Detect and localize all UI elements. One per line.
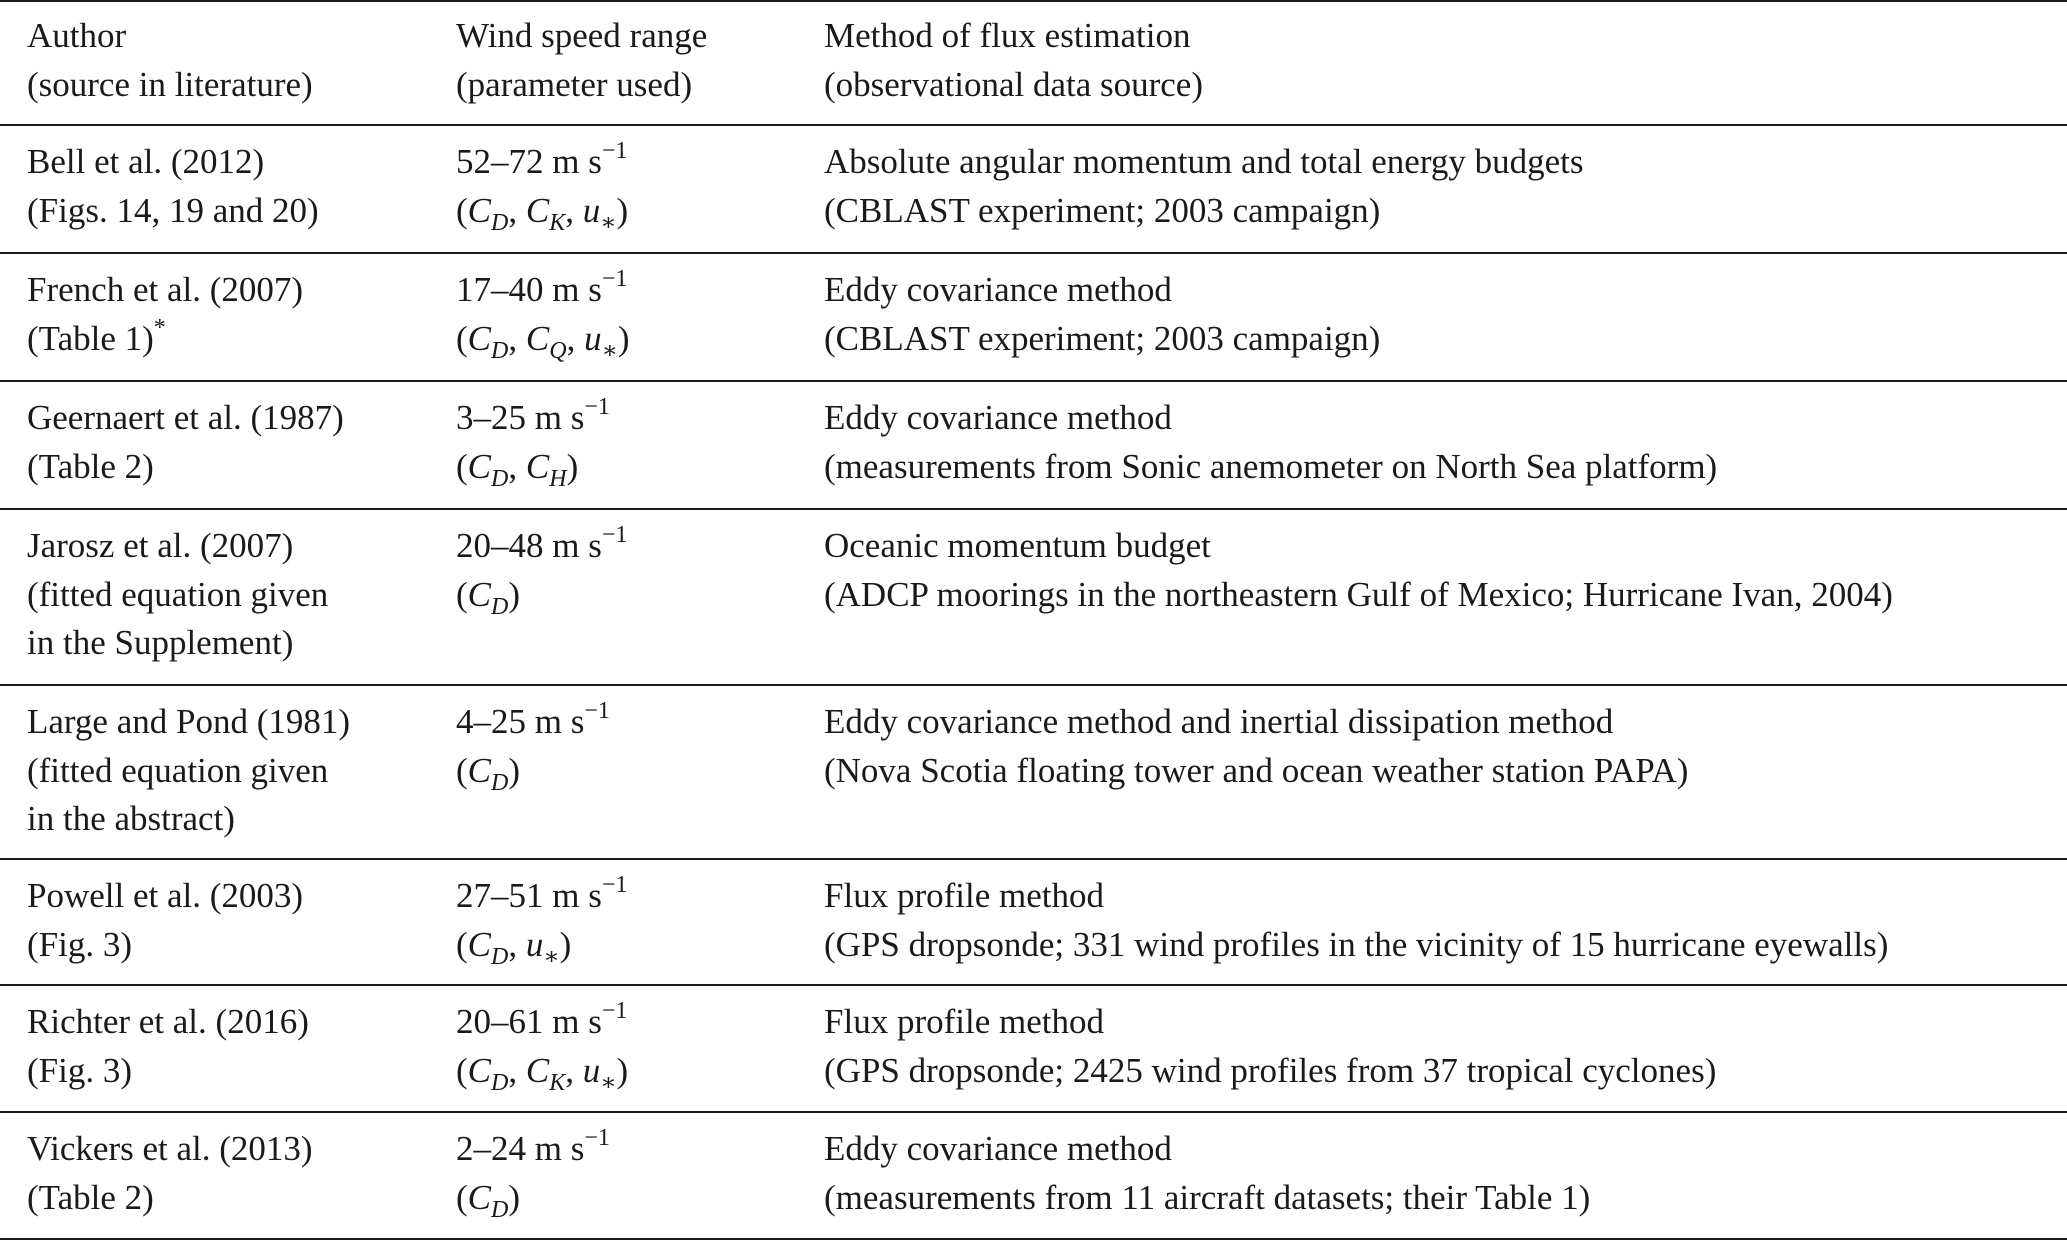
method-line: (GPS dropsonde; 2425 wind profiles from 37 tropical cyclones): [824, 1050, 1717, 1090]
header-author: Author (source in literature): [27, 16, 313, 104]
wind-cell: [456, 522, 627, 619]
author-cell: [27, 698, 350, 844]
wind-range: [456, 872, 627, 921]
row-divider: [0, 252, 2067, 254]
unit-exponent: −1: [601, 522, 628, 548]
method-line: Eddy covariance method: [824, 1129, 1172, 1168]
wind-range-text: 52–72 m s: [456, 142, 602, 181]
wind-range-text: 20–48 m s: [456, 526, 602, 565]
author-line: Richter et al. (2016): [27, 1002, 309, 1041]
parameter-symbol: u: [582, 1050, 601, 1090]
author-cell: [27, 266, 303, 363]
author-line: Powell et al. (2003): [27, 876, 304, 915]
parameter-symbol: C: [467, 750, 492, 790]
parameters: ($C_D$, $C_H$): [456, 446, 579, 492]
unit-exponent: −1: [584, 394, 610, 420]
header-method: Method of flux estimation (observational data source): [824, 16, 1204, 104]
header-rule: [0, 124, 2067, 126]
method-cell: [824, 522, 1893, 619]
parameters: $(C_D)$: [456, 750, 521, 796]
parameter-subscript: ∗: [600, 1069, 617, 1096]
method-line: Eddy covariance method: [824, 398, 1172, 437]
method-line: (ADCP moorings in the northeastern Gulf of Mexico; Hurricane Ivan, 2004): [824, 574, 1893, 614]
method-line: (GPS dropsonde; 331 wind profiles in the vicinity of 15 hurricane eyewalls): [824, 924, 1889, 964]
row-divider: [0, 684, 2067, 686]
parameter-symbol: C: [467, 446, 492, 486]
parameter-symbol: C: [525, 190, 550, 230]
parameters: ($C_D$, $u_∗$): [456, 924, 572, 970]
wind-cell: [456, 266, 630, 363]
row-divider: [0, 858, 2067, 860]
parameter-subscript: D: [491, 1069, 509, 1096]
parameter-subscript: D: [491, 337, 509, 364]
author-line: (Table 2): [27, 446, 154, 486]
unit-exponent: −1: [584, 698, 610, 724]
method-line: Oceanic momentum budget: [824, 526, 1211, 565]
parameter-subscript: ∗: [543, 943, 560, 970]
author-line: Vickers et al. (2013): [27, 1129, 313, 1168]
top-rule: [0, 0, 2067, 2]
parameters: ($C_D$, $C_K$, $u_∗$): [456, 190, 629, 236]
wind-cell: [456, 138, 628, 235]
author-line: Bell et al. (2012): [27, 142, 265, 181]
parameter-symbol: C: [467, 190, 492, 230]
method-line: Absolute angular momentum and total energy budgets: [824, 142, 1584, 181]
parameter-subscript: D: [491, 943, 509, 970]
author-cell: [27, 998, 309, 1095]
parameter-subscript: ∗: [601, 337, 618, 364]
method-cell: [824, 394, 1717, 491]
wind-range-text: 27–51 m s: [456, 876, 602, 915]
wind-range: [456, 1125, 610, 1174]
author-cell: [27, 1125, 313, 1222]
header-wind: Wind speed range (parameter used): [456, 16, 708, 104]
method-cell: [824, 998, 1716, 1095]
parameter-symbol: u: [584, 318, 602, 358]
parameter-subscript: D: [491, 465, 509, 492]
wind-range: [456, 998, 628, 1047]
author-cell: [27, 394, 344, 491]
unit-exponent: −1: [584, 1125, 610, 1151]
wind-range-text: 2–24 m s: [456, 1129, 585, 1168]
unit-exponent: −1: [601, 266, 628, 292]
wind-range: [456, 698, 610, 747]
method-line: (measurements from 11 aircraft datasets; their Table 1): [824, 1177, 1591, 1217]
wind-cell: [456, 872, 627, 969]
wind-range-text: 17–40 m s: [456, 270, 602, 309]
parameter-subscript: D: [491, 593, 509, 620]
method-cell: [824, 698, 1688, 795]
parameter-symbol: C: [467, 924, 492, 964]
parameter-symbol: u: [582, 190, 601, 230]
method-cell: [824, 138, 1583, 235]
author-line: (fitted equation given: [27, 750, 329, 790]
row-divider: [0, 508, 2067, 510]
row-divider: [0, 984, 2067, 986]
method-line: (CBLAST experiment; 2003 campaign): [824, 318, 1381, 358]
author-line: (Fig. 3): [27, 1050, 132, 1090]
parameter-symbol: C: [467, 1177, 492, 1217]
method-line: Eddy covariance method and inertial dissipation method: [824, 702, 1614, 741]
wind-range-text: 20–61 m s: [456, 1002, 602, 1041]
wind-range-text: 4–25 m s: [456, 702, 585, 741]
bottom-rule: [0, 1238, 2067, 1240]
parameter-subscript: ∗: [600, 209, 617, 236]
author-line: (Figs. 14, 19 and 20): [27, 190, 319, 230]
author-line: (Table 1)*: [27, 314, 166, 358]
parameter-subscript: K: [549, 1069, 566, 1096]
wind-range: [456, 266, 630, 315]
method-cell: [824, 266, 1380, 363]
parameters: $(C_D)$: [456, 574, 521, 620]
wind-cell: [456, 698, 610, 795]
parameter-symbol: C: [525, 318, 550, 358]
parameters: ($C_D$, $C_Q$, $u_∗$): [456, 318, 630, 364]
method-line: Flux profile method: [824, 1002, 1104, 1041]
author-cell: [27, 522, 328, 668]
method-line: (Nova Scotia floating tower and ocean weather station PAPA): [824, 750, 1689, 790]
wind-cell: [456, 998, 628, 1095]
method-line: Eddy covariance method: [824, 270, 1172, 309]
wind-range: [456, 138, 628, 187]
parameters: $(C_D)$: [456, 1177, 521, 1223]
unit-exponent: −1: [601, 138, 628, 164]
author-cell: [27, 138, 319, 235]
wind-cell: [456, 1125, 610, 1222]
row-divider: [0, 380, 2067, 382]
parameter-symbol: C: [467, 574, 492, 614]
row-divider: [0, 1111, 2067, 1113]
author-line: (fitted equation given: [27, 574, 329, 614]
author-line: (Fig. 3): [27, 924, 132, 964]
parameter-subscript: D: [491, 1196, 509, 1223]
author-cell: [27, 872, 303, 969]
method-cell: [824, 1125, 1590, 1222]
parameters: ($C_D$, $C_K$, $u_∗$): [456, 1050, 629, 1096]
wind-cell: [456, 394, 610, 491]
parameter-subscript: Q: [549, 337, 567, 364]
author-line: (Table 2): [27, 1177, 154, 1217]
author-line: in the abstract): [27, 799, 235, 838]
author-line: Jarosz et al. (2007): [27, 526, 294, 565]
method-cell: [824, 872, 1888, 969]
parameter-symbol: C: [525, 446, 550, 486]
wind-range-text: 3–25 m s: [456, 398, 585, 437]
method-line: Flux profile method: [824, 876, 1104, 915]
author-line: Geernaert et al. (1987): [27, 398, 344, 437]
unit-exponent: −1: [601, 872, 628, 898]
method-line: (measurements from Sonic anemometer on North Sea platform): [824, 446, 1718, 486]
parameter-subscript: K: [549, 209, 566, 236]
author-line: in the Supplement): [27, 623, 294, 662]
unit-exponent: −1: [601, 998, 628, 1024]
author-line: Large and Pond (1981): [27, 702, 351, 741]
parameter-subscript: H: [549, 465, 567, 492]
wind-range: [456, 394, 610, 443]
parameter-symbol: C: [525, 1050, 550, 1090]
parameter-symbol: C: [467, 318, 492, 358]
wind-range: [456, 522, 627, 571]
footnote-mark: *: [153, 314, 166, 341]
parameter-subscript: D: [491, 769, 509, 796]
parameter-subscript: D: [491, 209, 509, 236]
author-line: French et al. (2007): [27, 270, 304, 309]
parameter-symbol: C: [467, 1050, 492, 1090]
method-line: (CBLAST experiment; 2003 campaign): [824, 190, 1381, 230]
parameter-symbol: u: [525, 924, 544, 964]
